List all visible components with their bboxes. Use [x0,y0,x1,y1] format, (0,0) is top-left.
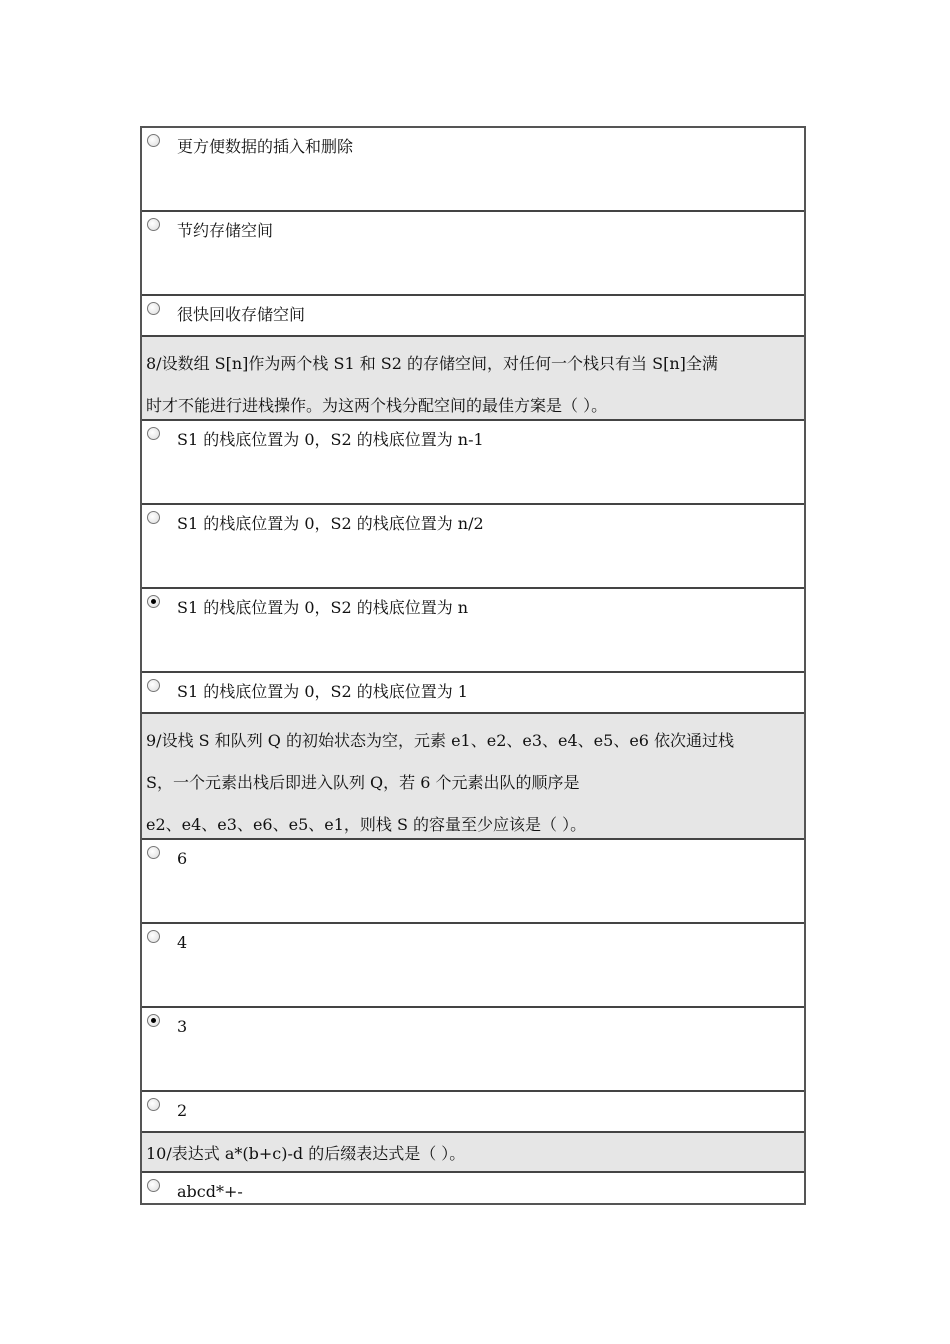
question-text-line: 时才不能进行进栈操作。为这两个栈分配空间的最佳方案是（ ）。 [146,396,608,415]
answer-option[interactable] [142,1173,804,1203]
radio-unselected-icon[interactable] [147,218,160,231]
question-text-line: 9/设栈 S 和队列 Q 的初始状态为空，元素 e1、e2、e3、e4、e5、e6 依次通过栈 [146,731,735,750]
answer-option[interactable] [142,128,804,212]
option-label: 4 [177,933,188,952]
question-block [142,1133,804,1173]
answer-option[interactable] [142,840,804,924]
option-label: S1 的栈底位置为 0，S2 的栈底位置为 n-1 [177,430,484,449]
option-label: 6 [177,849,188,868]
option-label: S1 的栈底位置为 0，S2 的栈底位置为 1 [177,682,468,701]
option-label: abcd*+- [177,1182,243,1201]
answer-option[interactable] [142,924,804,1008]
radio-unselected-icon[interactable] [147,302,160,315]
question-text-line: 8/设数组 S[n]作为两个栈 S1 和 S2 的存储空间，对任何一个栈只有当 S[n]全满 [146,354,718,373]
radio-unselected-icon[interactable] [147,1098,160,1111]
answer-option[interactable] [142,1092,804,1133]
radio-unselected-icon[interactable] [147,846,160,859]
radio-unselected-icon[interactable] [147,1179,160,1192]
radio-unselected-icon[interactable] [147,930,160,943]
question-block [142,714,804,840]
answer-option[interactable] [142,421,804,505]
option-label: S1 的栈底位置为 0，S2 的栈底位置为 n [177,598,469,617]
radio-unselected-icon[interactable] [147,134,160,147]
question-block [142,337,804,421]
answer-option[interactable] [142,296,804,337]
question-text-line: S，一个元素出栈后即进入队列 Q，若 6 个元素出队的顺序是 [146,773,580,792]
answer-option[interactable] [142,673,804,714]
answer-option[interactable] [142,505,804,589]
option-label: 更方便数据的插入和删除 [177,137,354,156]
radio-selected-icon[interactable] [147,595,160,608]
radio-selected-icon[interactable] [147,1014,160,1027]
question-text-line: 10/表达式 a*(b+c)-d 的后缀表达式是（ ）。 [146,1144,466,1163]
answer-option[interactable] [142,212,804,296]
radio-unselected-icon[interactable] [147,679,160,692]
option-label: 很快回收存储空间 [177,305,306,324]
answer-option[interactable] [142,1008,804,1092]
quiz-sheet [140,126,806,1205]
option-label: S1 的栈底位置为 0，S2 的栈底位置为 n/2 [177,514,484,533]
option-label: 3 [177,1017,188,1036]
answer-option[interactable] [142,589,804,673]
radio-unselected-icon[interactable] [147,511,160,524]
option-label: 节约存储空间 [177,221,274,240]
question-text-line: e2、e4、e3、e6、e5、e1，则栈 S 的容量至少应该是（ ）。 [146,815,587,834]
option-label: 2 [177,1101,188,1120]
radio-unselected-icon[interactable] [147,427,160,440]
